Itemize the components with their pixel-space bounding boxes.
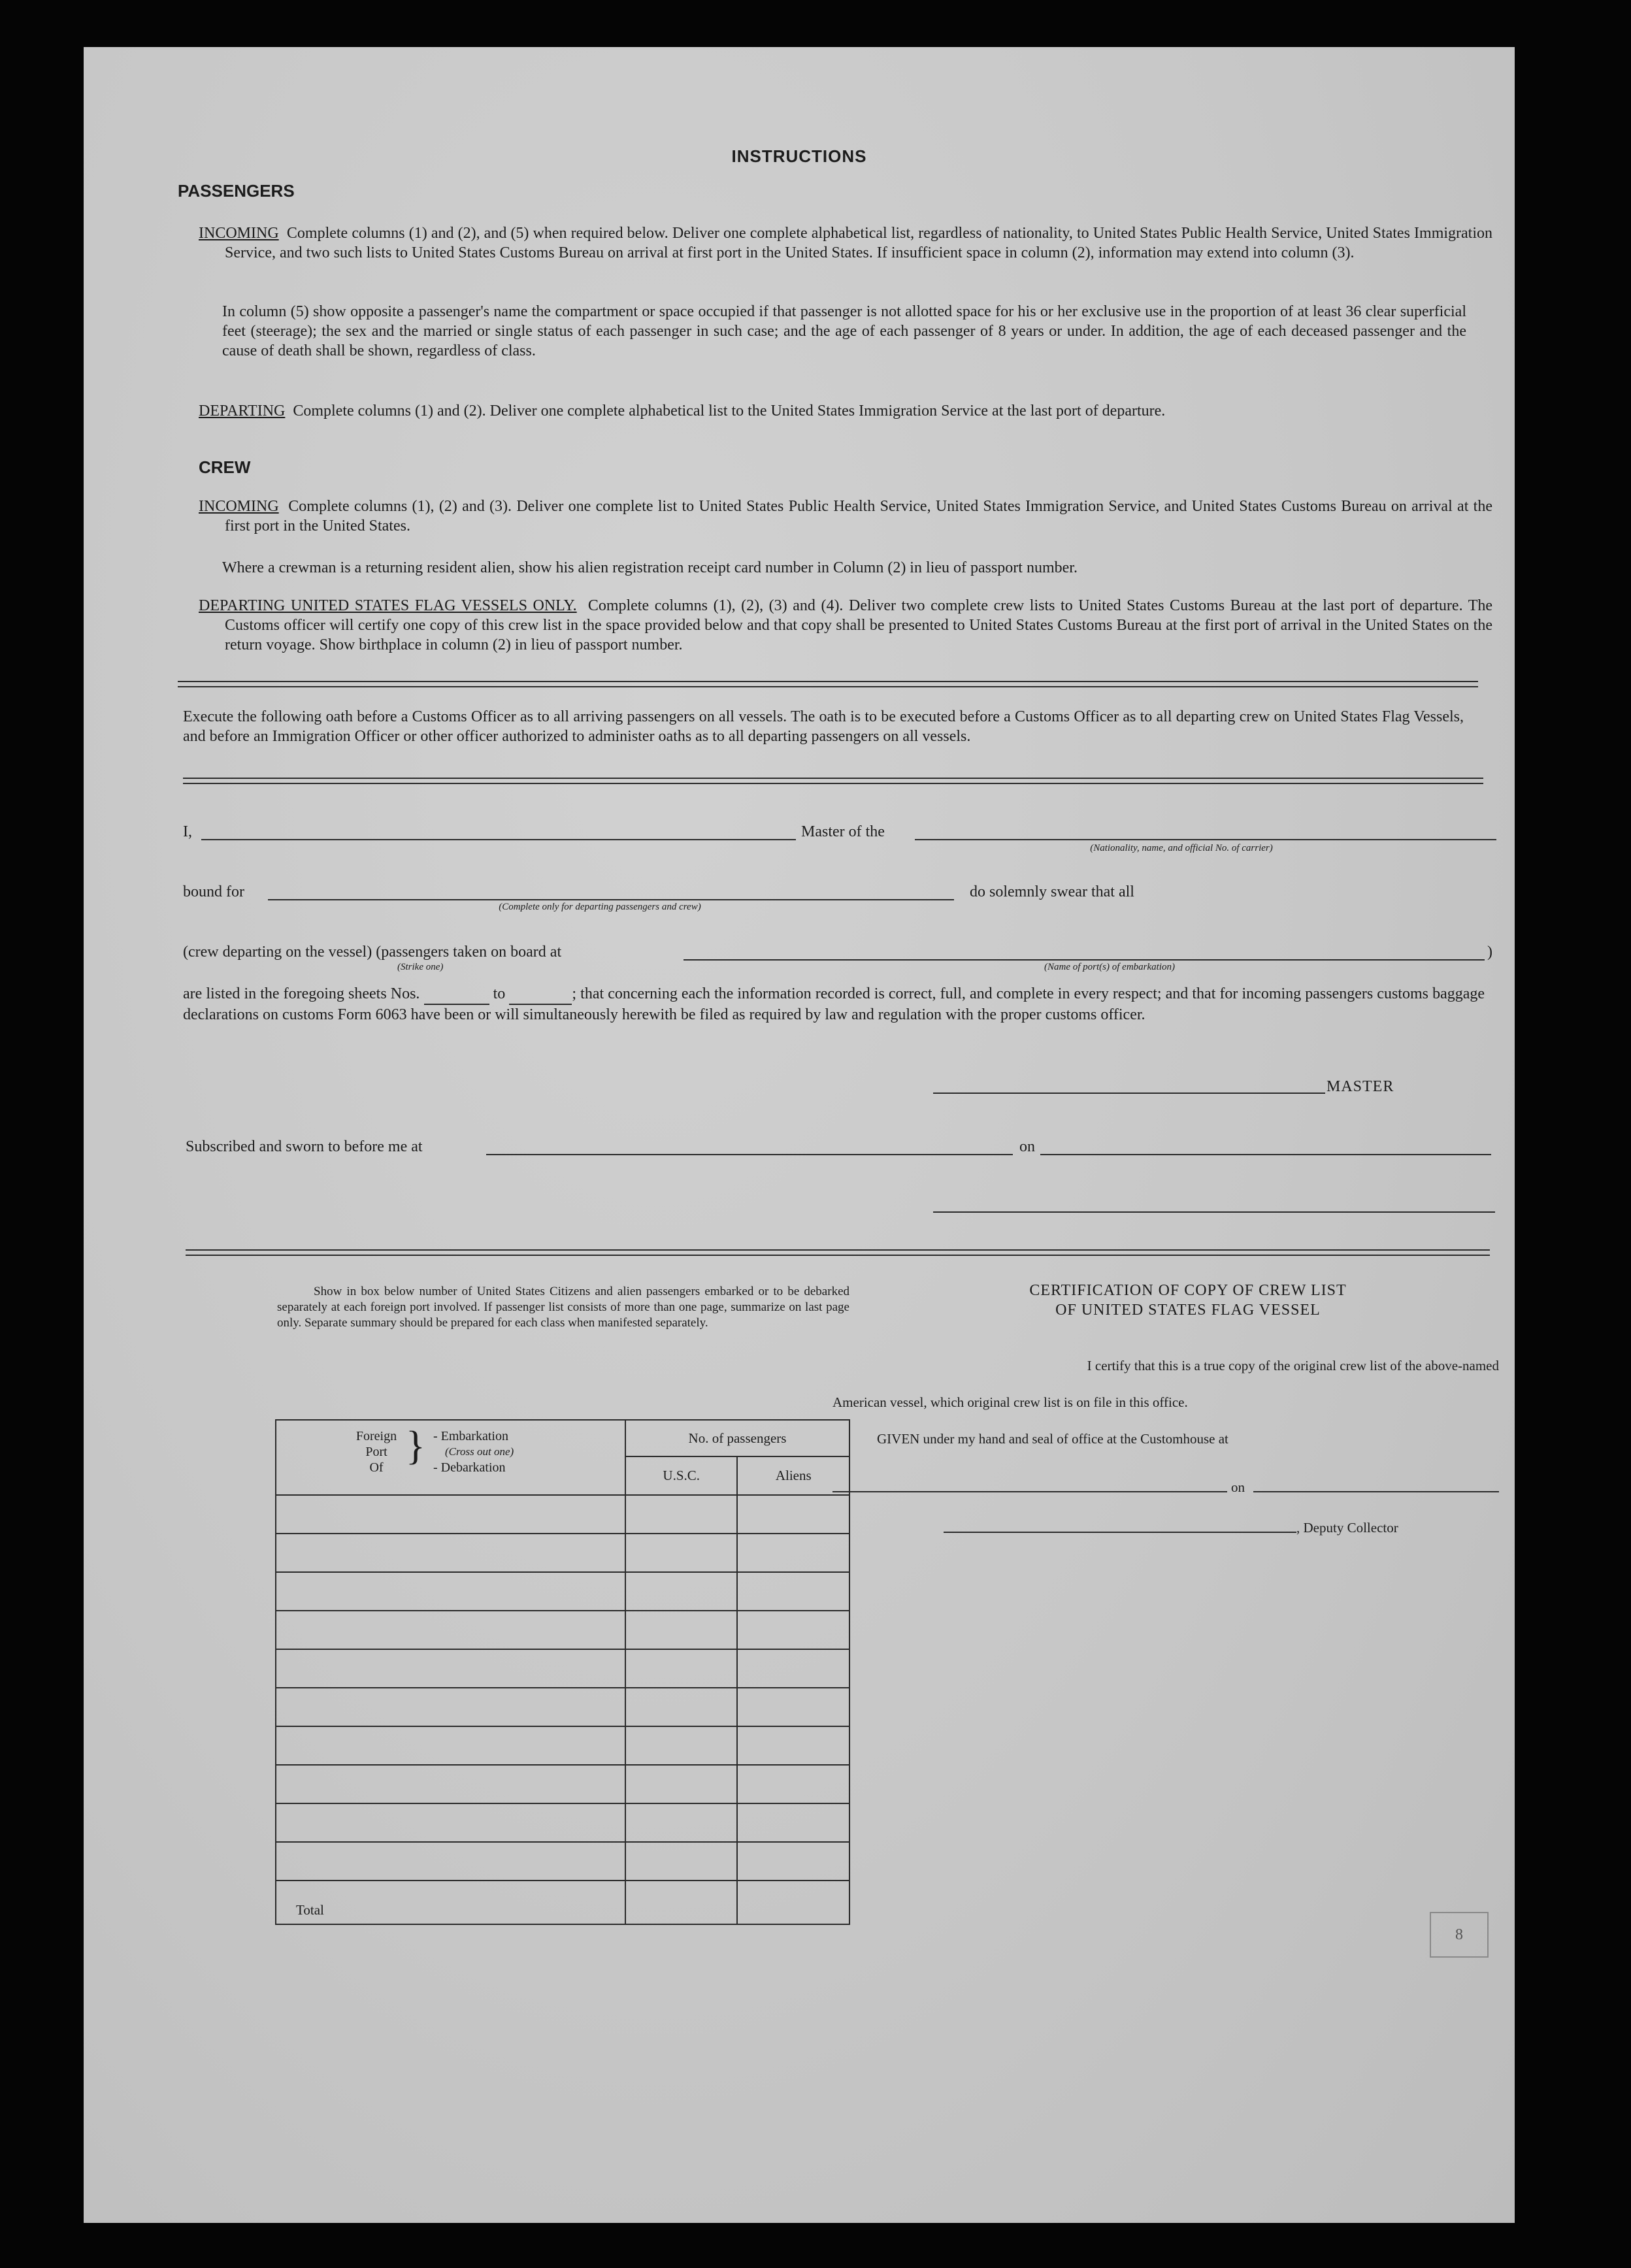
crew-incoming-label: INCOMING bbox=[199, 498, 279, 515]
aliens-cell[interactable] bbox=[737, 1842, 849, 1881]
table-header-row bbox=[276, 1420, 849, 1456]
master-signature-line[interactable] bbox=[933, 1093, 1325, 1094]
crew-departing-paragraph bbox=[199, 596, 1492, 655]
table-row bbox=[276, 1726, 849, 1765]
port-cell[interactable] bbox=[276, 1611, 625, 1649]
brace-glyph: } bbox=[406, 1424, 425, 1468]
sheet-to-line[interactable] bbox=[509, 984, 572, 1005]
table-row bbox=[276, 1688, 849, 1726]
passengers-incoming-label: INCOMING bbox=[199, 225, 279, 242]
port-cell[interactable] bbox=[276, 1649, 625, 1688]
crew-heading: CREW bbox=[199, 457, 251, 477]
foreign-label: Foreign bbox=[355, 1429, 397, 1443]
aliens-total-cell[interactable] bbox=[737, 1881, 849, 1924]
subscribed-on-label: on bbox=[1019, 1138, 1035, 1155]
sheet-from-line[interactable] bbox=[424, 984, 489, 1005]
usc-cell[interactable] bbox=[625, 1572, 738, 1611]
aliens-cell[interactable] bbox=[737, 1688, 849, 1726]
bound-for-label: bound for bbox=[183, 883, 244, 900]
column5-paragraph bbox=[222, 302, 1466, 361]
oath-intro-text: Execute the following oath before a Customs Officer as to all arriving passengers on all vessels. The oath is to be executed before a Customs Officer as to all departing crew on United States Flag Vessels, and before an Immigration Officer or other officer authorized to administer oaths as to all departing passengers on all vessels. bbox=[183, 708, 1464, 745]
of-label: Of bbox=[369, 1460, 384, 1475]
table-row bbox=[276, 1572, 849, 1611]
nationality-caption: (Nationality, name, and official No. of carrier) bbox=[1090, 843, 1273, 853]
crew-departing-text: Complete columns (1), (2), (3) and (4). Deliver two complete crew lists to United States Customs Bureau at the last port of departure. The Customs officer will certify one copy of this crew list in the space provided below and that copy shall be presented to United States Customs Bureau at the first port of arrival in the United States on the return voyage. Show birthplace in column (2) in lieu of passport number. bbox=[225, 597, 1493, 653]
table-row bbox=[276, 1649, 849, 1688]
passengers-incoming-paragraph bbox=[199, 223, 1492, 263]
certification-date-line[interactable] bbox=[1253, 1491, 1499, 1492]
passengers-departing-text: Complete columns (1) and (2). Deliver one complete alphabetical list to the United States Immigration Service at the last port of departure. bbox=[293, 403, 1166, 419]
port-cell[interactable] bbox=[276, 1803, 625, 1842]
passengers-departing-label: DEPARTING bbox=[199, 403, 286, 419]
subscribed-date-line[interactable] bbox=[1040, 1154, 1491, 1155]
aliens-cell[interactable] bbox=[737, 1572, 849, 1611]
swear-text: do solemnly swear that all bbox=[970, 883, 1134, 900]
usc-cell[interactable] bbox=[625, 1842, 738, 1881]
usc-cell[interactable] bbox=[625, 1649, 738, 1688]
port-cell[interactable] bbox=[276, 1495, 625, 1534]
cross-out-caption: (Cross out one) bbox=[445, 1445, 514, 1458]
aliens-cell[interactable] bbox=[737, 1495, 849, 1534]
crew-incoming-text: Complete columns (1), (2) and (3). Deliver one complete list to United States Public Health Service, United States Immigration Service, and United States Customs Bureau on arrival at the first port in the United States. bbox=[225, 498, 1493, 534]
aliens-cell[interactable] bbox=[737, 1803, 849, 1842]
certify-line-2: American vessel, which original crew list is on file in this office. bbox=[832, 1394, 1188, 1410]
carrier-line[interactable] bbox=[915, 839, 1496, 840]
usc-cell[interactable] bbox=[625, 1688, 738, 1726]
bound-for-line[interactable] bbox=[268, 899, 954, 900]
embarkation-label: - Embarkation bbox=[433, 1429, 508, 1443]
close-paren: ) bbox=[1487, 944, 1492, 961]
aliens-cell[interactable] bbox=[737, 1611, 849, 1649]
subscribed-text: Subscribed and sworn to before me at bbox=[186, 1138, 423, 1155]
subscribed-place-line[interactable] bbox=[486, 1154, 1013, 1155]
total-label: Total bbox=[276, 1881, 625, 1924]
customhouse-line[interactable] bbox=[832, 1491, 1227, 1492]
table-total-row bbox=[276, 1881, 849, 1924]
table-row bbox=[276, 1534, 849, 1572]
port-cell[interactable] bbox=[276, 1765, 625, 1803]
bound-caption: (Complete only for departing passengers and crew) bbox=[499, 902, 701, 912]
listed-text-1: are listed in the foregoing sheets Nos. bbox=[183, 985, 420, 1002]
oath-intro bbox=[183, 707, 1464, 746]
oath-i-label: I, bbox=[183, 823, 192, 840]
table-row bbox=[276, 1611, 849, 1649]
usc-cell[interactable] bbox=[625, 1611, 738, 1649]
officer-signature-line[interactable] bbox=[933, 1211, 1495, 1213]
port-label: Port bbox=[365, 1445, 387, 1459]
port-cell[interactable] bbox=[276, 1726, 625, 1765]
crew-departing-text: (crew departing on the vessel) (passengers taken on board at bbox=[183, 944, 562, 961]
crew-incoming-paragraph bbox=[199, 497, 1492, 536]
table-row bbox=[276, 1495, 849, 1534]
no-of-passengers-header: No. of passengers bbox=[625, 1420, 849, 1456]
column5-text: In column (5) show opposite a passenger's name the compartment or space occupied if that passenger is not allotted space for his or her exclusive use in the proportion of at least 36 clear superficial feet (steerage); the sex and the married or single status of each passenger in such case; and the age of each passenger of 8 years or under. In addition, the age of each deceased passenger and the cause of death shall be shown, regardless of class. bbox=[222, 303, 1466, 359]
usc-total-cell[interactable] bbox=[625, 1881, 738, 1924]
usc-cell[interactable] bbox=[625, 1534, 738, 1572]
strike-one-caption: (Strike one) bbox=[397, 962, 444, 972]
aliens-cell[interactable] bbox=[737, 1726, 849, 1765]
ports-line[interactable] bbox=[684, 959, 1485, 961]
passengers-heading: PASSENGERS bbox=[178, 181, 295, 201]
listed-to: to bbox=[493, 985, 506, 1002]
port-cell[interactable] bbox=[276, 1534, 625, 1572]
page-title: INSTRUCTIONS bbox=[731, 146, 867, 166]
oath-end-divider bbox=[186, 1249, 1490, 1256]
summary-instructions bbox=[277, 1284, 849, 1331]
crew-resident-paragraph bbox=[222, 558, 1466, 578]
debarkation-label: - Debarkation bbox=[433, 1460, 506, 1475]
aliens-cell[interactable] bbox=[737, 1765, 849, 1803]
certification-on-label: on bbox=[1231, 1479, 1245, 1495]
usc-cell[interactable] bbox=[625, 1765, 738, 1803]
table-row bbox=[276, 1765, 849, 1803]
deputy-signature-line[interactable] bbox=[944, 1532, 1296, 1533]
usc-cell[interactable] bbox=[625, 1495, 738, 1534]
aliens-cell[interactable] bbox=[737, 1649, 849, 1688]
deputy-collector-label: , Deputy Collector bbox=[1296, 1520, 1398, 1536]
certification-title-2: OF UNITED STATES FLAG VESSEL bbox=[1055, 1302, 1321, 1319]
port-cell[interactable] bbox=[276, 1572, 625, 1611]
oath-divider bbox=[183, 778, 1483, 784]
form-page bbox=[84, 47, 1515, 2223]
passengers-departing-paragraph bbox=[199, 401, 1492, 421]
port-cell[interactable] bbox=[276, 1688, 625, 1726]
port-cell[interactable] bbox=[276, 1842, 625, 1881]
certification-title-1: CERTIFICATION OF COPY OF CREW LIST bbox=[1029, 1282, 1347, 1299]
crew-resident-text: Where a crewman is a returning resident alien, show his alien registration receipt card number in Column (2) in lieu of passport number. bbox=[222, 559, 1078, 576]
listed-paragraph bbox=[183, 984, 1485, 1025]
foreign-port-header bbox=[276, 1420, 625, 1495]
master-label: MASTER bbox=[1326, 1078, 1394, 1095]
usc-header: U.S.C. bbox=[625, 1456, 738, 1495]
aliens-header: Aliens bbox=[737, 1456, 849, 1495]
master-name-line[interactable] bbox=[201, 839, 796, 840]
given-text: GIVEN under my hand and seal of office at the Customhouse at bbox=[877, 1431, 1228, 1447]
section-divider bbox=[178, 681, 1478, 687]
aliens-cell[interactable] bbox=[737, 1534, 849, 1572]
page-number: 8 bbox=[1430, 1912, 1489, 1958]
passengers-incoming-text: Complete columns (1) and (2), and (5) when required below. Deliver one complete alphabetical list, regardless of nationality, to United States Public Health Service, United States Immigration Service, and two such lists to United States Customs Bureau on arrival at first port in the United States. If insufficient space in column (2), information may extend into column (3). bbox=[225, 225, 1493, 261]
master-of-the-label: Master of the bbox=[801, 823, 885, 840]
usc-cell[interactable] bbox=[625, 1803, 738, 1842]
listed-text-2: ; that concerning each the information recorded is correct, full, and complete in every respect; and that for incoming passengers customs baggage declarations on customs Form 6063 have been or will simultaneously herewith be filed as required by law and regulation with the proper customs officer. bbox=[183, 985, 1485, 1023]
crew-departing-label: DEPARTING UNITED STATES FLAG VESSELS ONLY. bbox=[199, 597, 577, 614]
table-row bbox=[276, 1842, 849, 1881]
passenger-summary-table bbox=[275, 1419, 850, 1925]
table-row bbox=[276, 1803, 849, 1842]
ports-caption: (Name of port(s) of embarkation) bbox=[1044, 962, 1175, 972]
usc-cell[interactable] bbox=[625, 1726, 738, 1765]
certify-line-1: I certify that this is a true copy of the original crew list of the above-named bbox=[1087, 1358, 1499, 1373]
summary-instructions-text: Show in box below number of United States Citizens and alien passengers embarked or to be debarked separately at each foreign port involved. If passenger list consists of more than one page, summarize on last page only. Separate summary should be prepared for each class when manifested separately. bbox=[277, 1285, 849, 1330]
